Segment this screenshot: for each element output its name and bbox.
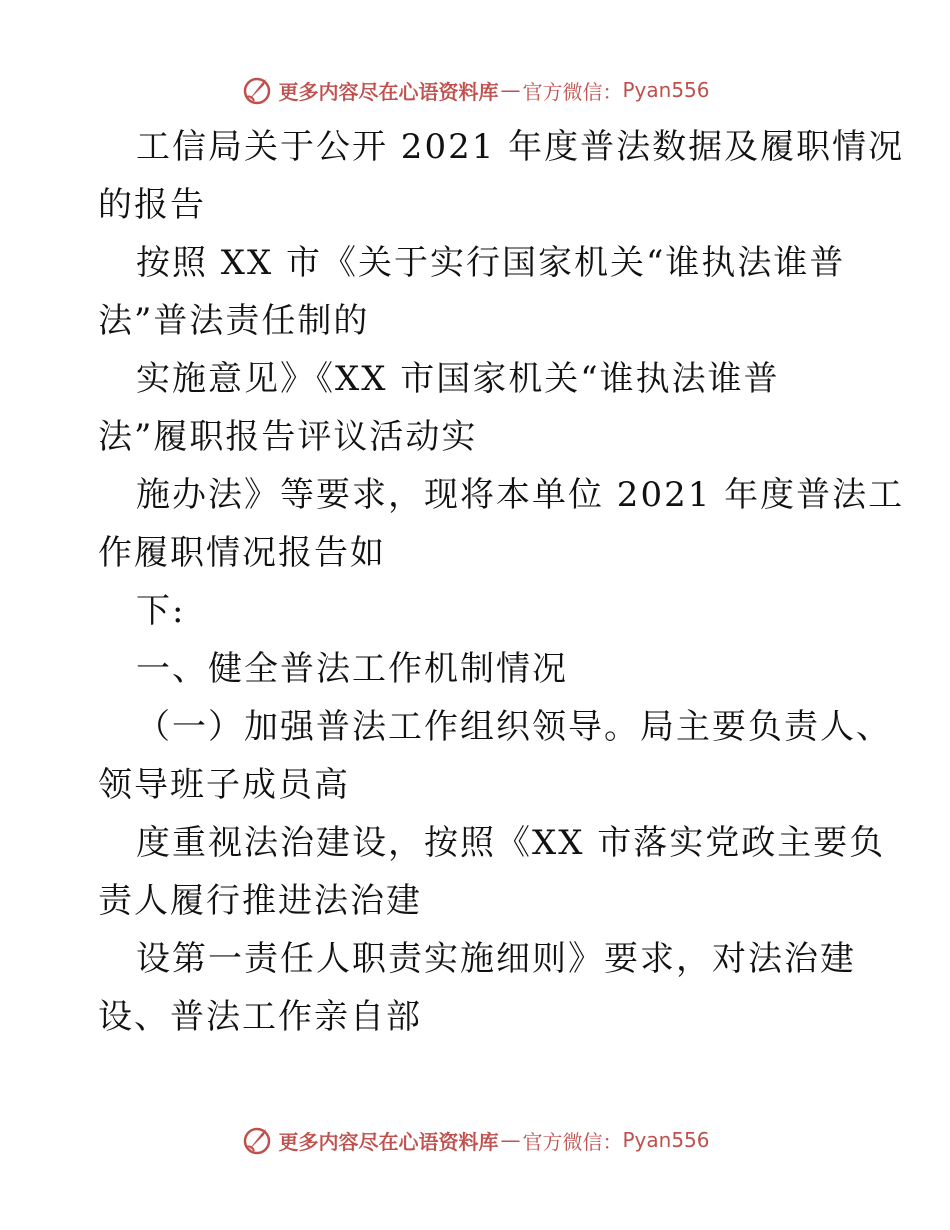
footer-site-text: 更多内容尽在心语资料库 — [278, 1129, 499, 1154]
header-dash: — — [500, 78, 521, 102]
header-wechat-account: Pyan556 — [622, 78, 710, 102]
header-site-text: 更多内容尽在心语资料库 — [278, 79, 499, 104]
document-line: 法”普法责任制的 — [98, 301, 370, 341]
document-line: 设第一责任人职责实施细则》要求，对法治建 — [136, 939, 856, 979]
document-line: 施办法》等要求，现将本单位 2021 年度普法工 — [136, 475, 905, 515]
header-wechat-label: 官方微信： — [522, 79, 623, 104]
document-line: 责人履行推进法治建 — [98, 881, 422, 921]
document-line: 按照 XX 市《关于实行国家机关“谁执法谁普 — [136, 243, 846, 283]
document-line: （一）加强普法工作组织领导。局主要负责人、 — [136, 707, 892, 747]
document-line: 工信局关于公开 2021 年度普法数据及履职情况 — [136, 127, 905, 167]
footer-wechat-account: Pyan556 — [622, 1128, 710, 1152]
document-line: 法”履职报告评议活动实 — [98, 417, 478, 457]
document-line: 实施意见》《XX 市国家机关“谁执法谁普 — [136, 359, 780, 399]
document-line: 领导班子成员高 — [98, 765, 350, 805]
footer-watermark-banner — [0, 1120, 950, 1160]
document-line: 一、健全普法工作机制情况 — [136, 649, 568, 689]
quill-pen-logo-icon — [240, 73, 274, 107]
footer-wechat-label: 官方微信： — [522, 1129, 623, 1154]
document-line: 下: — [136, 591, 186, 631]
document-line: 设、普法工作亲自部 — [98, 997, 422, 1037]
document-body — [98, 118, 905, 1046]
document-line: 的报告 — [98, 185, 206, 225]
header-watermark-banner — [0, 70, 950, 110]
quill-pen-logo-icon — [240, 1123, 274, 1157]
footer-dash: — — [500, 1128, 521, 1152]
document-line: 度重视法治建设，按照《XX 市落实党政主要负 — [136, 823, 886, 863]
document-line: 作履职情况报告如 — [98, 533, 386, 573]
